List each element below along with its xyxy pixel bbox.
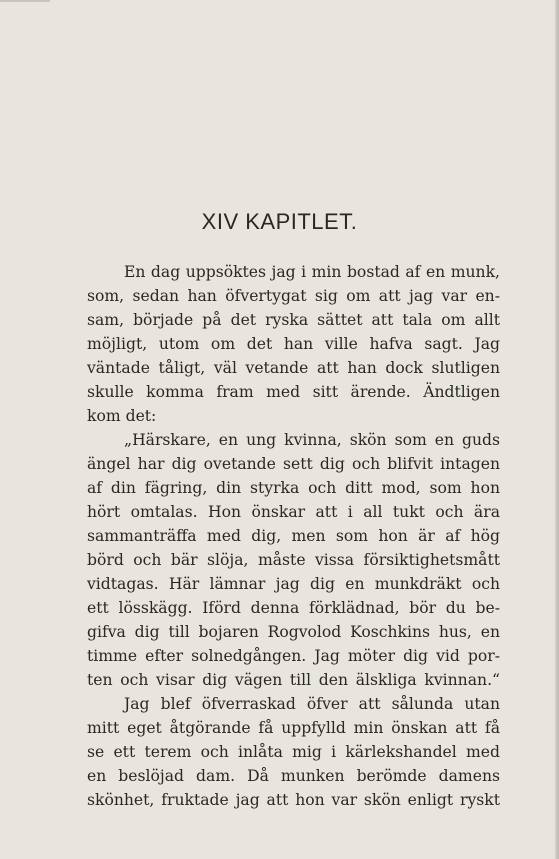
text-line: sam, började på det ryska sättet att tala om allt <box>87 311 500 329</box>
text-line: sammanträffa med dig, men som hon är af hög <box>87 527 500 545</box>
text-line: ten och visar dig vägen till den älskliga kvinnan.“ <box>87 671 500 689</box>
top-edge-rule <box>0 0 50 2</box>
text-line: Jag blef öfverraskad öfver att sålunda utan <box>124 695 500 713</box>
text-line: ängel har dig ovetande sett dig och blifvit intagen <box>87 455 500 473</box>
text-line: ett lösskägg. Iförd denna förklädnad, bör du be- <box>87 599 500 617</box>
text-line: vidtagas. Här lämnar jag dig en munkdräkt och <box>87 575 500 593</box>
text-line: väntade tåligt, väl vetande att han dock slutligen <box>87 359 500 377</box>
text-line: börd och bär slöja, måste vissa försiktighetsmått <box>87 551 500 569</box>
chapter-title: XIV KAPITLET. <box>201 209 358 234</box>
body-text <box>87 260 500 812</box>
text-line: se ett terem och inlåta mig i kärlekshandel med <box>87 743 500 761</box>
text-line: hört omtalas. Hon önskar att i all tukt och ära <box>87 503 500 521</box>
text-line: kom det: <box>87 407 157 425</box>
text-line: gifva dig till bojaren Rogvolod Koschkins hus, en <box>87 623 500 641</box>
text-line: „Härskare, en ung kvinna, skön som en guds <box>124 431 500 449</box>
text-line: af din fägring, din styrka och ditt mod, som hon <box>87 479 500 497</box>
text-line: timme efter solnedgången. Jag möter dig vid por- <box>87 647 500 665</box>
text-line: en beslöjad dam. Då munken berömde damens <box>87 767 500 785</box>
text-line: mitt eget åtgörande få uppfylld min önskan att få <box>87 719 500 737</box>
page-edge-shadow <box>555 0 559 859</box>
text-line: skönhet, fruktade jag att hon var skön enligt ryskt <box>87 791 500 809</box>
text-line: som, sedan han öfvertygat sig om att jag var en- <box>87 287 500 305</box>
text-line: skulle komma fram med sitt ärende. Ändtligen <box>87 383 500 401</box>
text-line: möjligt, utom om det han ville hafva sagt. Jag <box>87 335 500 353</box>
text-line: En dag uppsöktes jag i min bostad af en munk, <box>124 263 500 281</box>
